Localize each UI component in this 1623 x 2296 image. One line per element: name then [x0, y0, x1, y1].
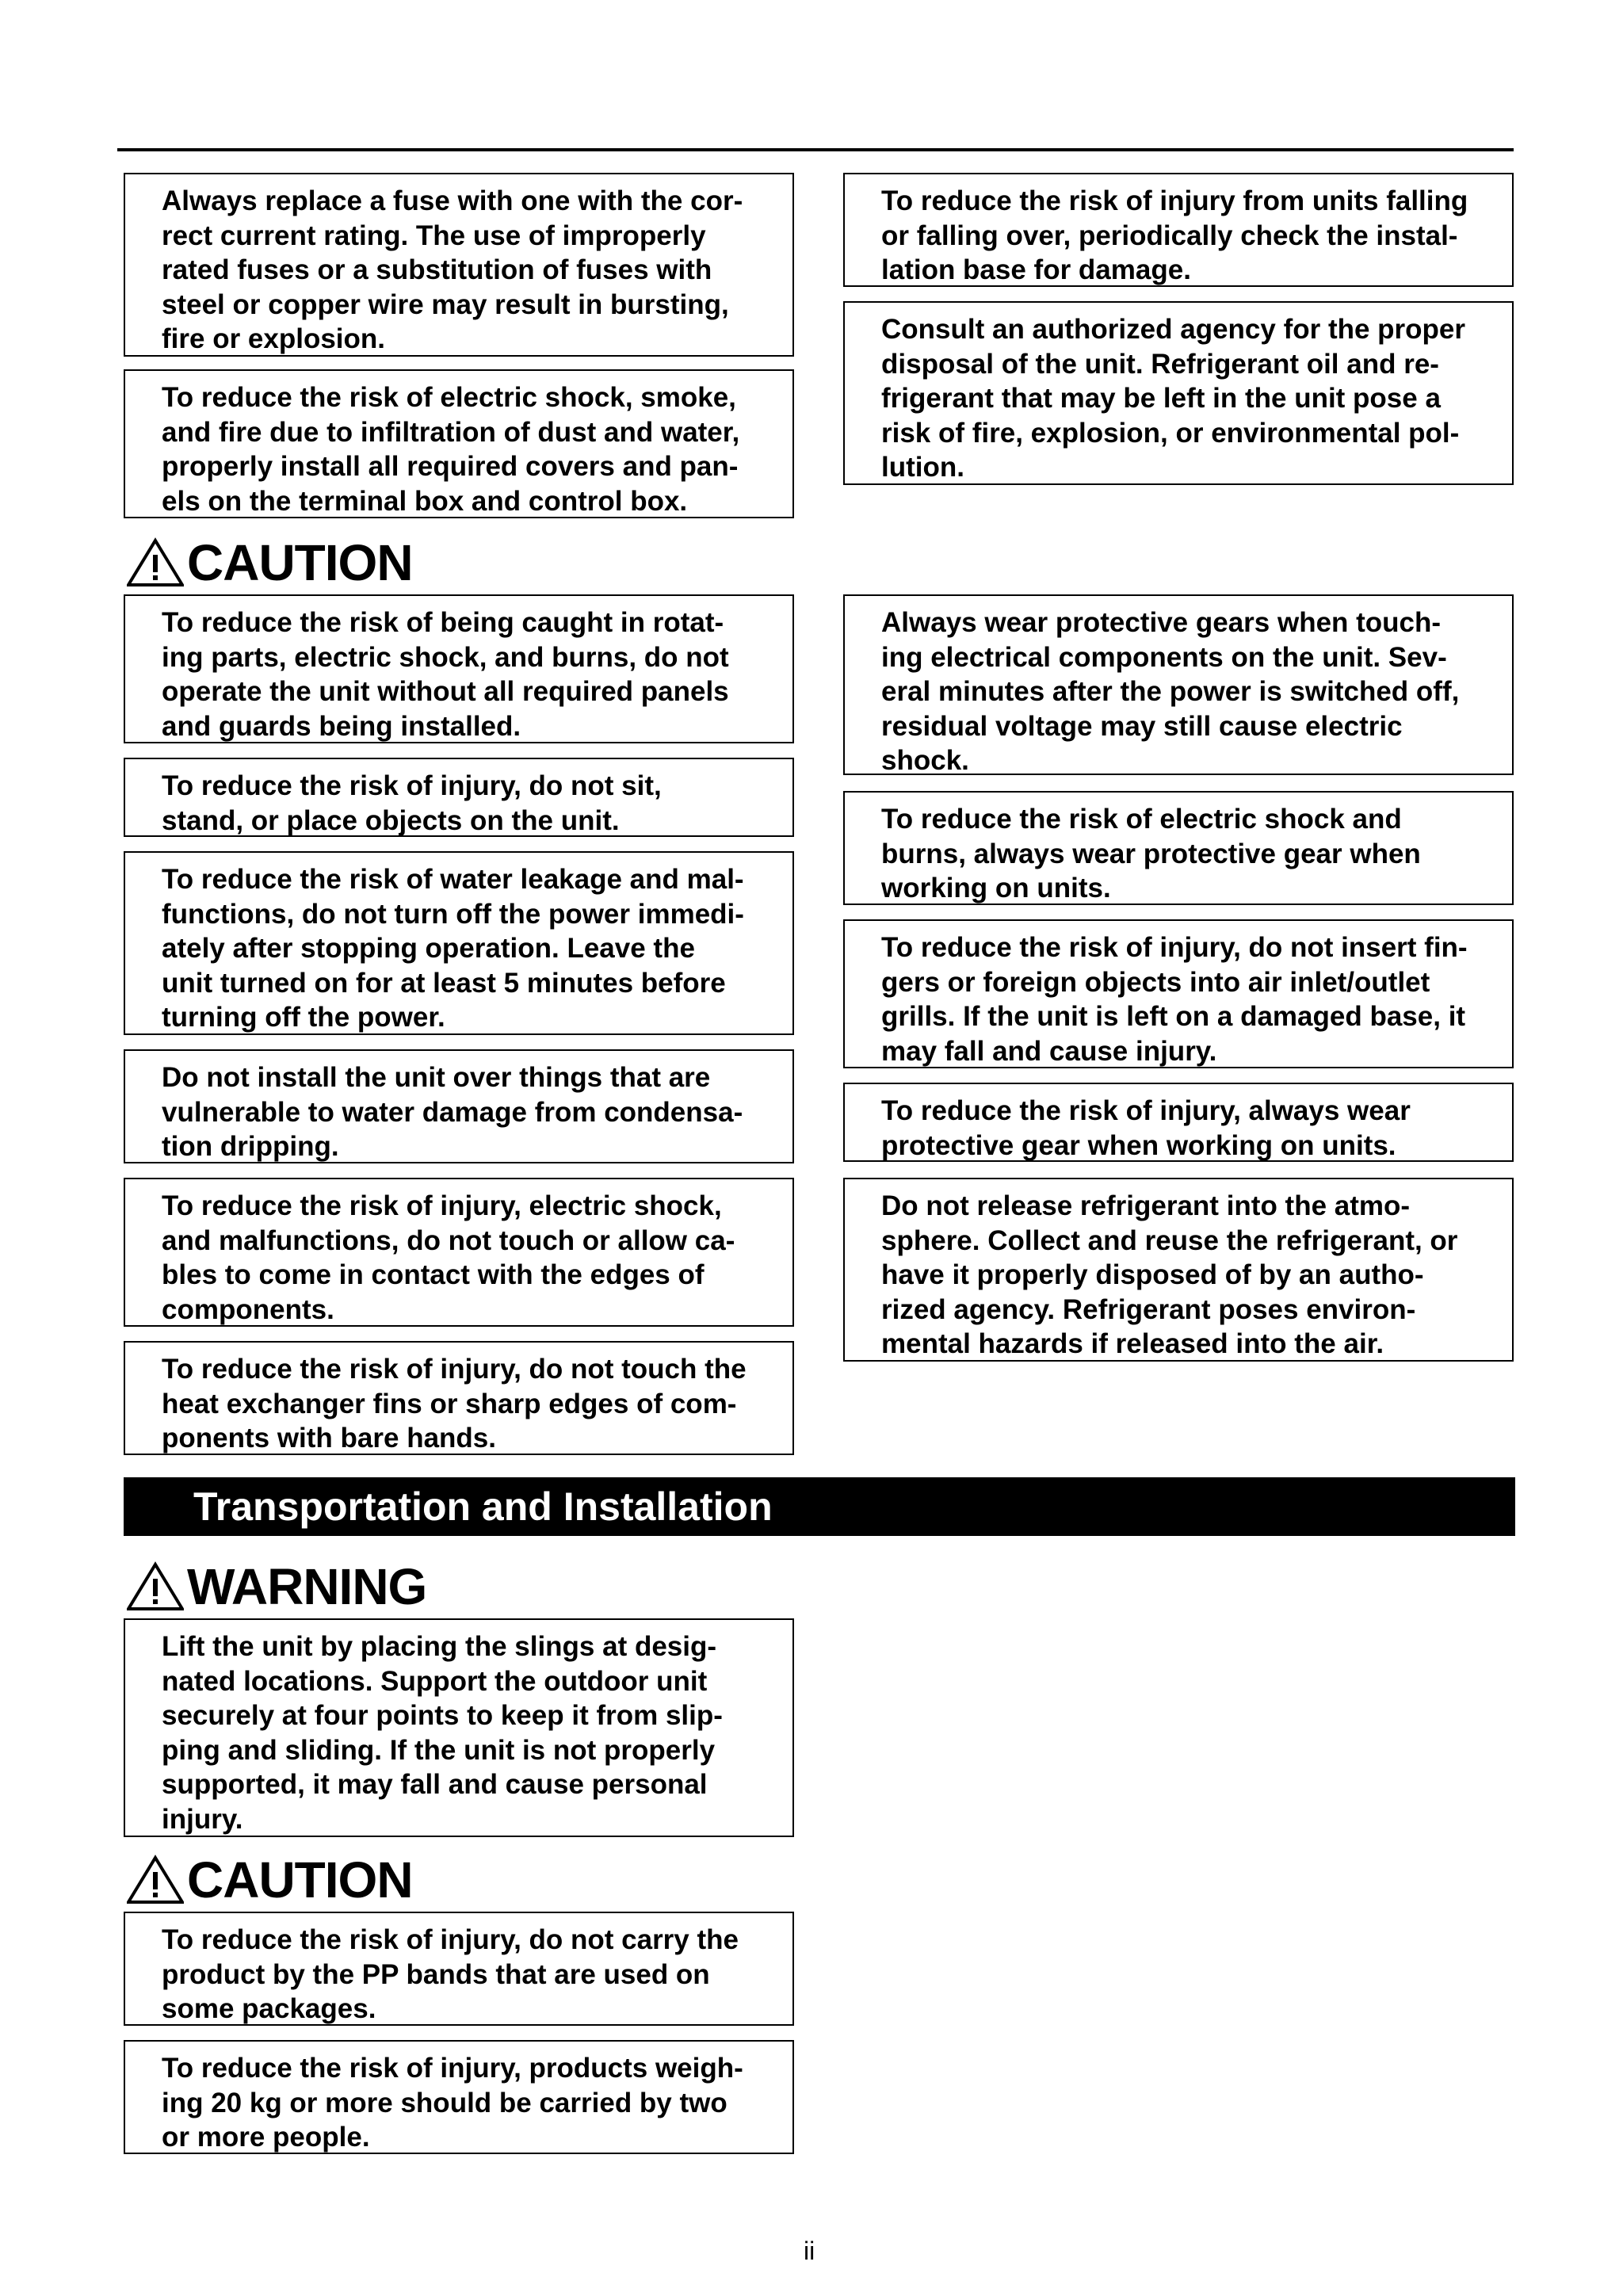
caution-box-condensation: Do not install the unit over things that are vulnerable to water damage from condensa- tion dripping. — [124, 1049, 794, 1163]
warning-heading — [127, 1558, 426, 1615]
caution-box-cables: To reduce the risk of injury, electric shock, and malfunctions, do not touch or allow ca- bles to come in contact with the edges of components. — [124, 1178, 794, 1327]
section-title: Transportation and Installation — [124, 1477, 1515, 1536]
page-number: ii — [804, 2237, 815, 2265]
warning-box-fuse: Always replace a fuse with one with the cor- rect current rating. The use of improperly rated fuses or a substitution of fuses with steel or copper wire may result in bursting, fire or explosion. — [124, 173, 794, 357]
caution-heading-transport — [127, 1851, 413, 1908]
warning-box-covers: To reduce the risk of electric shock, smoke, and fire due to infiltration of dust and water, properly install all required covers and pan- els on the terminal box and control box. — [124, 369, 794, 518]
caution-box-protective-gear-electrical: Always wear protective gears when touch- ing electrical components on the unit. Sev- eral minutes after the power is switched off, residual voltage may still cause electric shock. — [843, 594, 1514, 775]
warning-box-slings: Lift the unit by placing the slings at desig- nated locations. Support the outdoor unit securely at four points to keep it from slip- ping and sliding. If the unit is not properly supported, it may fall and cause personal injury. — [124, 1618, 794, 1837]
caution-heading-text: CAUTION — [187, 534, 413, 591]
caution-box-fins: To reduce the risk of injury, do not touch the heat exchanger fins or sharp edges of com- ponents with bare hands. — [124, 1341, 794, 1455]
warning-triangle-icon — [127, 537, 184, 588]
warning-heading-text: WARNING — [187, 1558, 427, 1615]
caution-box-weight: To reduce the risk of injury, products weigh- ing 20 kg or more should be carried by two or more people. — [124, 2040, 794, 2154]
warning-box-disposal: Consult an authorized agency for the proper disposal of the unit. Refrigerant oil and re- frigerant that may be left in the unit pose a risk of fire, explosion, or environmental pol- lution. — [843, 301, 1514, 485]
warning-triangle-icon — [127, 1561, 184, 1612]
caution-box-protective-gear: To reduce the risk of injury, always wear protective gear when working on units. — [843, 1083, 1514, 1162]
top-rule — [117, 148, 1514, 151]
caution-box-air-grills: To reduce the risk of injury, do not insert fin- gers or foreign objects into air inlet/outlet grills. If the unit is left on a damaged base, it may fall and cause injury. — [843, 919, 1514, 1068]
caution-box-sit-stand: To reduce the risk of injury, do not sit, stand, or place objects on the unit. — [124, 758, 794, 837]
caution-box-rotating-parts: To reduce the risk of being caught in rotat- ing parts, electric shock, and burns, do not operate the unit without all required panels and guards being installed. — [124, 594, 794, 743]
caution-box-refrigerant-release: Do not release refrigerant into the atmo- sphere. Collect and reuse the refrigerant, or have it properly disposed of by an autho- rized agency. Refrigerant poses environ- mental hazards if released into the air. — [843, 1178, 1514, 1362]
caution-box-power-off: To reduce the risk of water leakage and mal- functions, do not turn off the power immedi- ately after stopping operation. Leave the unit turned on for at least 5 minutes before turning off the power. — [124, 851, 794, 1035]
warning-triangle-icon — [127, 1855, 184, 1905]
warning-box-installation-base: To reduce the risk of injury from units falling or falling over, periodically check the instal- lation base for damage. — [843, 173, 1514, 287]
caution-heading-transport-text: CAUTION — [187, 1851, 413, 1908]
caution-heading — [127, 534, 413, 591]
caution-box-electric-shock-burns: To reduce the risk of electric shock and burns, always wear protective gear when working on units. — [843, 791, 1514, 905]
caution-box-pp-bands: To reduce the risk of injury, do not carry the product by the PP bands that are used on some packages. — [124, 1912, 794, 2026]
